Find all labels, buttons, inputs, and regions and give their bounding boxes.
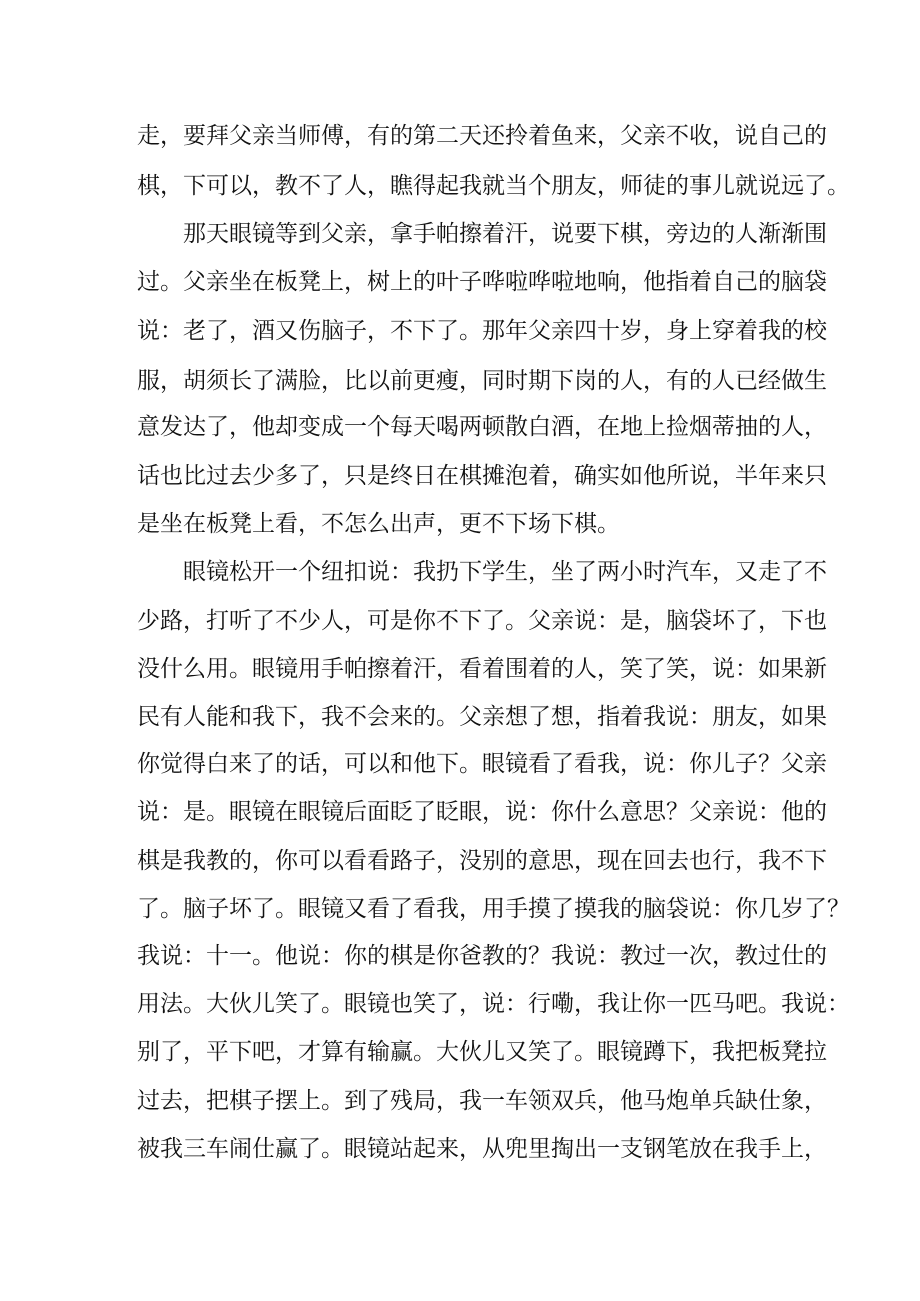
text-line: 过。父亲坐在板凳上，树上的叶子哗啦哗啦地响，他指着自己的脑袋 <box>137 269 827 295</box>
paragraph-first-line: 那天眼镜等到父亲，拿手帕擦着汗，说要下棋，旁边的人渐渐围 <box>183 221 827 247</box>
text-line: 棋，下可以，教不了人，瞧得起我就当个朋友，师徒的事儿就说远了。 <box>137 173 850 199</box>
text-line: 少路，打听了不少人，可是你不下了。父亲说：是，脑袋坏了，下也 <box>137 608 827 634</box>
text-line: 是坐在板凳上看，不怎么出声，更不下场下棋。 <box>137 511 620 537</box>
text-line: 你觉得白来了的话，可以和他下。眼镜看了看我，说：你儿子？父亲 <box>137 751 827 777</box>
text-line: 棋是我教的，你可以看看路子，没别的意思，现在回去也行，我不下 <box>137 848 827 874</box>
text-line: 意发达了，他却变成一个每天喝两顿散白酒，在地上捡烟蒂抽的人， <box>137 414 827 440</box>
text-line: 民有人能和我下，我不会来的。父亲想了想，指着我说：朋友，如果 <box>137 704 827 730</box>
text-line: 用法。大伙儿笑了。眼镜也笑了，说：行嘞，我让你一匹马吧。我说： <box>137 991 850 1017</box>
text-line: 服，胡须长了满脸，比以前更瘦，同时期下岗的人，有的人已经做生 <box>137 368 827 394</box>
text-line: 说：老了，酒又伤脑子，不下了。那年父亲四十岁，身上穿着我的校 <box>137 318 827 344</box>
text-line: 说：是。眼镜在眼镜后面眨了眨眼，说：你什么意思？父亲说：他的 <box>137 799 827 825</box>
text-line: 被我三车闹仕赢了。眼镜站起来，从兜里掏出一支钢笔放在我手上， <box>137 1136 827 1162</box>
text-line: 过去，把棋子摆上。到了残局，我一车领双兵，他马炮单兵缺仕象， <box>137 1088 827 1114</box>
text-line: 了。脑子坏了。眼镜又看了看我，用手摸了摸我的脑袋说：你几岁了？ <box>137 896 850 922</box>
paragraph-first-line: 眼镜松开一个纽扣说：我扔下学生，坐了两小时汽车，又走了不 <box>183 559 827 585</box>
text-line: 别了，平下吧，才算有输赢。大伙儿又笑了。眼镜蹲下，我把板凳拉 <box>137 1039 827 1065</box>
text-line: 我说：十一。他说：你的棋是你爸教的？我说：教过一次，教过仕的 <box>137 943 827 969</box>
text-line: 话也比过去少多了，只是终日在棋摊泡着，确实如他所说，半年来只 <box>137 463 827 489</box>
text-line: 没什么用。眼镜用手帕擦着汗，看着围着的人，笑了笑，说：如果新 <box>137 656 827 682</box>
text-line: 走，要拜父亲当师傅，有的第二天还拎着鱼来，父亲不收，说自己的 <box>137 123 827 149</box>
